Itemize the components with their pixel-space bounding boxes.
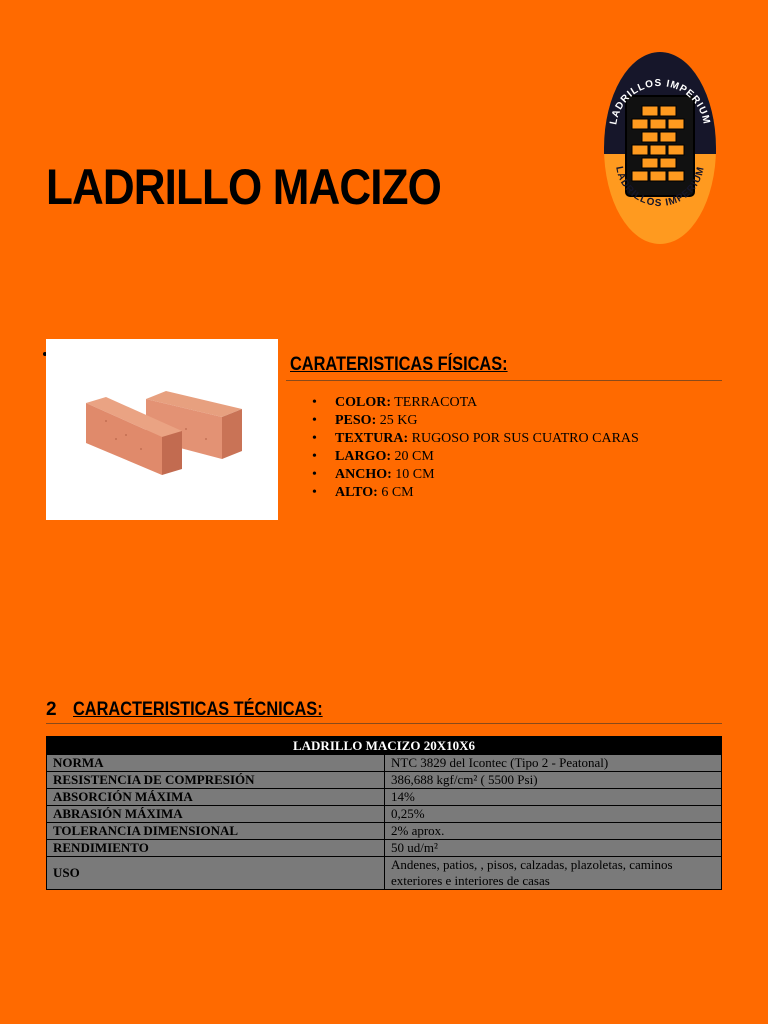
technical-divider	[46, 723, 722, 724]
logo-top-text: LADRILLOS IMPERIUM	[608, 77, 712, 126]
list-item: • LARGO: 20 CM	[312, 448, 639, 466]
table-row: ABRASIÓN MÁXIMA 0,25%	[47, 806, 722, 823]
list-item: • ALTO: 6 CM	[312, 484, 639, 502]
brick-illustration	[46, 339, 278, 520]
table-row: RENDIMIENTO 50 ud/m²	[47, 840, 722, 857]
list-item: • PESO: 25 KG	[312, 412, 639, 430]
table-row: ABSORCIÓN MÁXIMA 14%	[47, 789, 722, 806]
brick-photo	[46, 339, 278, 520]
table-row: NORMA NTC 3829 del Icontec (Tipo 2 - Peatonal)	[47, 755, 722, 772]
list-item: • COLOR: TERRACOTA	[312, 394, 639, 412]
spec-table	[46, 736, 722, 890]
physical-list	[312, 394, 639, 502]
table-row: USO Andenes, patios, , pisos, calzadas, plazoletas, caminos exteriores e interiores de casas	[47, 857, 722, 890]
table-row: TOLERANCIA DIMENSIONAL 2% aprox.	[47, 823, 722, 840]
list-item: • ANCHO: 10 CM	[312, 466, 639, 484]
physical-heading: CARATERISTICAS FÍSICAS:	[290, 354, 508, 375]
section-number: 2	[46, 699, 57, 720]
page-title: LADRILLO MACIZO	[46, 158, 441, 215]
spec-table-header: LADRILLO MACIZO 20X10X6	[47, 737, 722, 755]
ladrillos-imperium-logo	[602, 50, 718, 246]
physical-divider	[286, 380, 722, 381]
logo-bottom-text: LADRILLOS IMPERIUM	[613, 165, 707, 210]
list-item: • TEXTURA: RUGOSO POR SUS CUATRO CARAS	[312, 430, 639, 448]
table-row: RESISTENCIA DE COMPRESIÓN 386,688 kgf/cm² ( 5500 Psi)	[47, 772, 722, 789]
technical-heading: CARACTERISTICAS TÉCNICAS:	[73, 699, 323, 720]
